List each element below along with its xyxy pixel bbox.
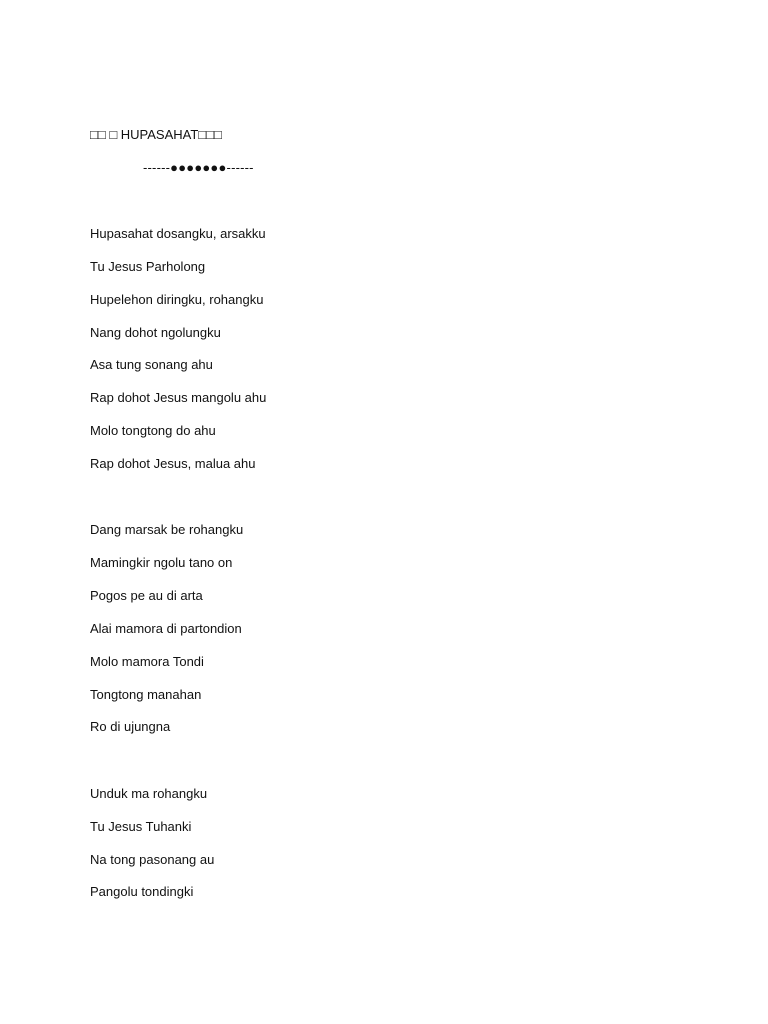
- stanza-3-line-1: Unduk ma rohangku: [90, 786, 208, 801]
- title-separator: ------●●●●●●●------: [143, 160, 254, 175]
- stanza-1-line-1: Hupasahat dosangku, arsakku: [90, 226, 266, 241]
- page-title: □□ □ HUPASAHAT□□□: [90, 127, 222, 142]
- stanza-1-line-2: Tu Jesus Parholong: [90, 259, 206, 274]
- stanza-3-line-2: Tu Jesus Tuhanki: [90, 819, 192, 834]
- stanza-2-line-5: Molo mamora Tondi: [90, 654, 204, 669]
- stanza-3-line-4: Pangolu tondingki: [90, 884, 194, 899]
- stanza-1-line-6: Rap dohot Jesus mangolu ahu: [90, 390, 267, 405]
- stanza-3-line-3: Na tong pasonang au: [90, 852, 215, 867]
- stanza-1-line-5: Asa tung sonang ahu: [90, 357, 213, 372]
- stanza-2-line-7: Ro di ujungna: [90, 719, 171, 734]
- stanza-2-line-6: Tongtong manahan: [90, 687, 202, 702]
- stanza-1-line-8: Rap dohot Jesus, malua ahu: [90, 456, 256, 471]
- stanza-1-line-7: Molo tongtong do ahu: [90, 423, 216, 438]
- stanza-2-line-1: Dang marsak be rohangku: [90, 522, 244, 537]
- stanza-1-line-4: Nang dohot ngolungku: [90, 325, 221, 340]
- stanza-2-line-4: Alai mamora di partondion: [90, 621, 242, 636]
- stanza-2-line-2: Mamingkir ngolu tano on: [90, 555, 233, 570]
- stanza-1-line-3: Hupelehon diringku, rohangku: [90, 292, 264, 307]
- stanza-2-line-3: Pogos pe au di arta: [90, 588, 203, 603]
